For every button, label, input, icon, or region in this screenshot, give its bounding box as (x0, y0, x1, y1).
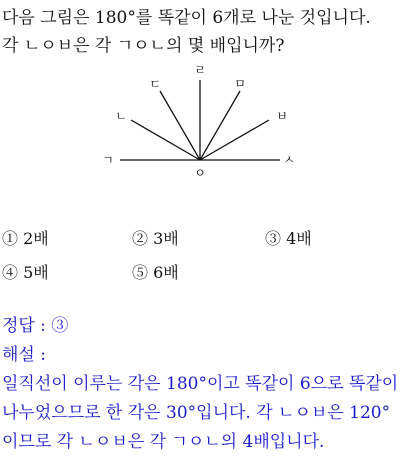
label-m: ㅁ (234, 77, 246, 91)
question-line-2: 각 ㄴㅇㅂ은 각 ㄱㅇㄴ의 몇 배입니까? (2, 36, 285, 56)
solution-line-1: 일직선이 이루는 각은 180°이고 똑같이 6으로 똑같이 (2, 374, 399, 394)
label-r: ㄹ (194, 63, 206, 77)
ray-m (200, 91, 240, 160)
choice-5[interactable] (132, 256, 179, 290)
choice-row-2 (2, 256, 398, 290)
choice-4-number: ④ (2, 263, 19, 282)
question-text (2, 4, 398, 60)
choice-4-text: 5배 (23, 263, 49, 282)
answer-label: 정답 : ③ (2, 316, 69, 336)
choice-1[interactable] (2, 222, 49, 256)
choice-4[interactable] (2, 256, 49, 290)
angle-rays (120, 80, 280, 160)
solution-line-2: 나누었으므로 한 각은 30°입니다. 각 ㄴㅇㅂ은 120° (2, 403, 391, 423)
choice-row-1 (2, 222, 398, 256)
answer-choices (2, 222, 398, 290)
ray-b (200, 120, 269, 160)
choice-1-number: ① (2, 229, 19, 248)
choice-3-number: ③ (265, 229, 282, 248)
choice-5-text: 6배 (153, 263, 179, 282)
choice-1-text: 2배 (23, 229, 49, 248)
choice-2-text: 3배 (153, 229, 179, 248)
label-o: ㅇ (194, 166, 206, 180)
choice-3-text: 4배 (286, 229, 312, 248)
ray-d (160, 91, 200, 160)
solution-label: 해설 : (2, 345, 46, 365)
answer-section (2, 312, 398, 457)
label-d: ㄷ (149, 77, 161, 91)
label-b: ㅂ (276, 109, 288, 123)
solution-line-3: 이므로 각 ㄴㅇㅂ은 각 ㄱㅇㄴ의 4배입니다. (2, 432, 325, 452)
choice-3[interactable] (265, 222, 312, 256)
choice-2[interactable] (132, 222, 179, 256)
label-g: ㄱ (102, 153, 114, 167)
choice-5-number: ⑤ (132, 263, 149, 282)
question-line-1: 다음 그림은 180°를 똑같이 6개로 나눈 것입니다. (2, 8, 371, 28)
ray-n (131, 120, 200, 160)
label-s: ㅅ (283, 153, 295, 167)
choice-2-number: ② (132, 229, 149, 248)
label-n: ㄴ (115, 109, 127, 123)
